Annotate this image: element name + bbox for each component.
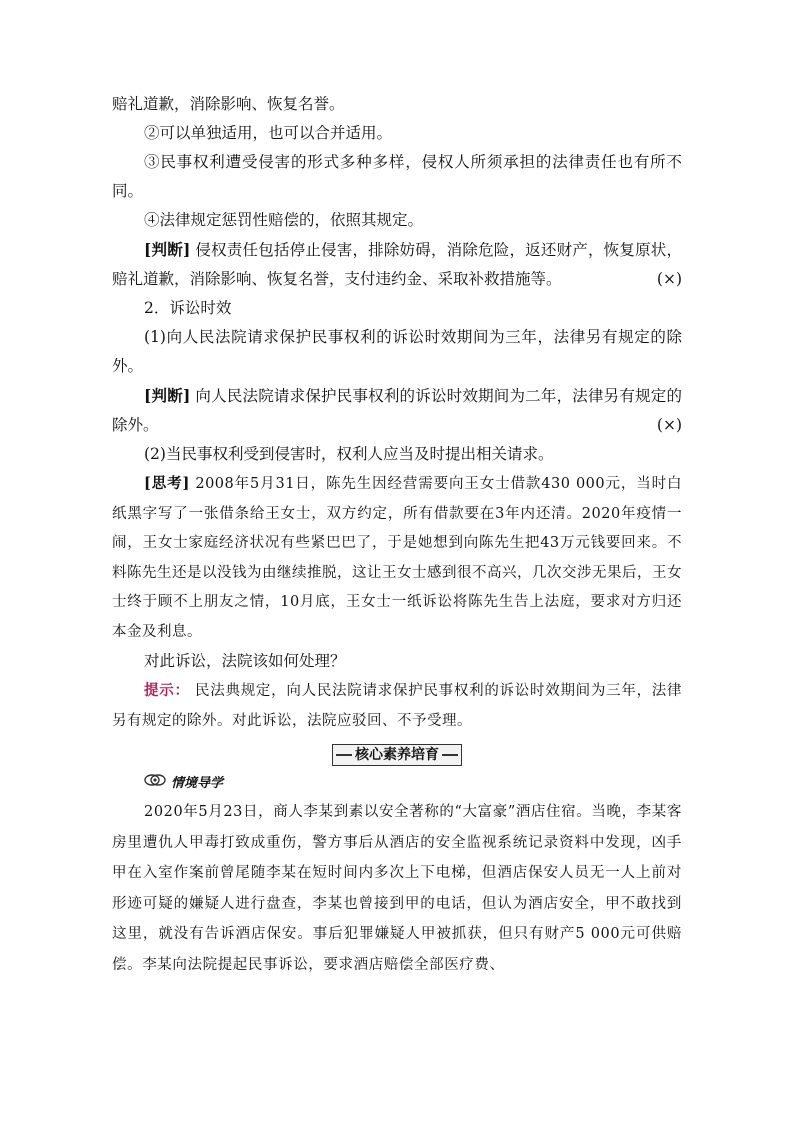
tip-text: 民法典规定，向人民法院请求保护民事权利的诉讼时效期间为三年，法律另有规定的除外。对此诉讼，法院应驳回、不予受理。 <box>112 683 683 729</box>
section-banner <box>112 744 682 766</box>
judgment-mark: (×) <box>656 270 682 288</box>
think-tag: [思考] <box>144 475 190 492</box>
judgment-text: 向人民法院请求保护民事权利的诉讼时效期间为二年，法律另有规定的除外。 <box>112 387 682 434</box>
paragraph-point-2: ②可以单独适用，也可以合并适用。 <box>144 124 393 142</box>
paragraph-statute-2: (2)当民事权利受到侵害时，权利人应当及时提出相关请求。 <box>144 445 554 463</box>
case-paragraph: 2020年5月23日，商人李某到素以安全著称的“大富豪”酒店住宿。当晚，李某客房里遭仇人甲毒打致成重伤，警方事后从酒店的安全监视系统记录资料中发现，凶手甲在入室作案前曾尾随李某在短时间内多次上下电梯，但酒店保安人员无一人上前对形迹可疑的嫌疑人进行盘查，李某也曾接到甲的电话，但认为酒店安全，甲不敢找到这里，就没有告诉酒店保安。事后犯罪嫌疑人甲被抓获，但只有财产5 000元可供赔偿。李某向法院提起民事诉讼，要求酒店赔偿全部医疗费、 <box>112 804 682 973</box>
judgment-mark: (×) <box>656 416 682 434</box>
scenario-icon <box>144 772 166 791</box>
judgment-text: 侵权责任包括停止侵害，排除妨碍，消除危险，返还财产，恢复原状，赔礼道歉，消除影响、恢复名誉，支付违约金、采取补救措施等。 <box>112 241 682 288</box>
judgment-tag: [判断] <box>144 386 191 405</box>
subheading: 情境导学 <box>171 776 224 791</box>
section-heading-statute: 2．诉讼时效 <box>144 299 232 317</box>
banner-title: 核心素养培育 <box>332 744 462 766</box>
paragraph-point-4: ④法律规定惩罚性赔偿的，依照其规定。 <box>144 211 424 229</box>
question: 对此诉讼，法院该如何处理？ <box>144 652 346 670</box>
judgment-1 <box>112 235 682 294</box>
paragraph-statute-1: (1)向人民法院请求保护民事权利的诉讼时效期间为三年，法律另有规定的除外。 <box>112 328 682 375</box>
document-page <box>112 90 682 980</box>
think-block <box>112 469 682 647</box>
think-text: 2008年5月31日，陈先生因经营需要向王女士借款430 000元，当时白纸黑字写了一张借条给王女士，双方约定，所有借款要在3年内还清。2020年疫情一闹，王女士家庭经济状况有些紧巴巴了，于是她想到向陈先生把43万元钱要回来。不料陈先生还是以没钱为由继续推脱，这让王女士感到很不高兴，几次交涉无果后，王女士终于顾不上朋友之情，10月底，王女士一纸诉讼将陈先生告上法庭，要求对方归还本金及利息。 <box>112 476 682 640</box>
tip-label: 提示： <box>144 682 190 699</box>
judgment-2 <box>112 381 682 440</box>
paragraph-point-3: ③民事权利遭受侵害的形式多种多样，侵权人所须承担的法律责任也有所不同。 <box>112 153 682 200</box>
tip-block <box>112 676 682 736</box>
judgment-tag: [判断] <box>144 240 191 259</box>
paragraph-remedies-end: 赔礼道歉，消除影响、恢复名誉。 <box>112 95 345 113</box>
subheading-row <box>144 772 682 791</box>
